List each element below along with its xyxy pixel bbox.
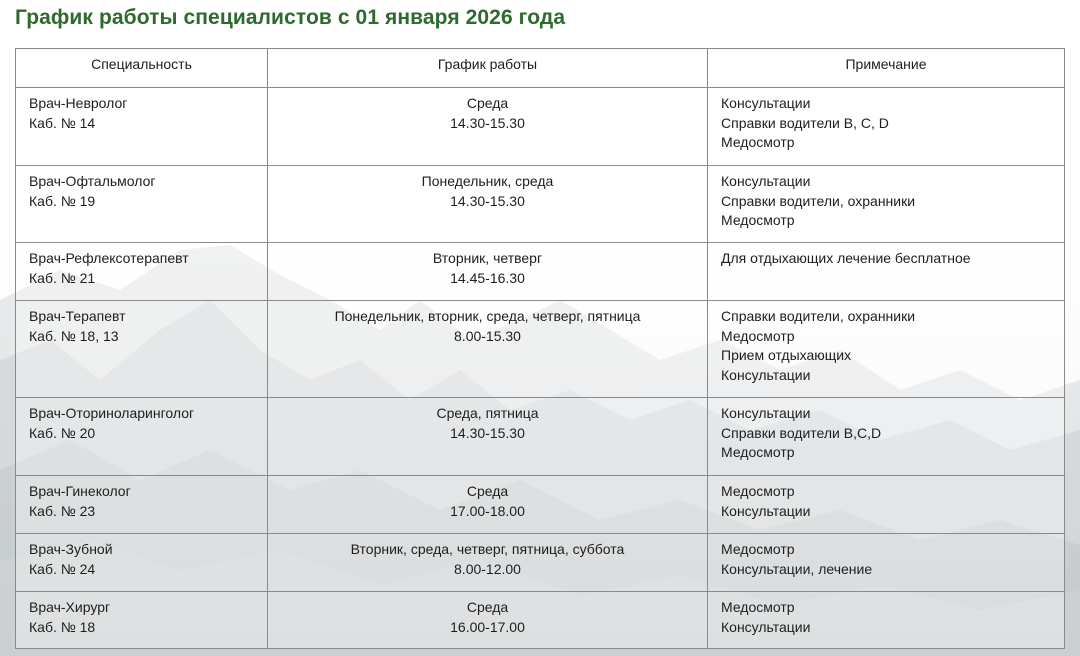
cabinet-number: Каб. № 19	[29, 192, 96, 209]
specialist-name: Врач-Терапевт	[29, 308, 126, 324]
note-item: Консультации	[721, 366, 811, 383]
note-item: Консультации	[721, 173, 811, 189]
cabinet-number: Каб. № 24	[29, 560, 96, 577]
work-days: Среда	[466, 95, 509, 111]
work-hours: 14.30-15.30	[450, 192, 525, 209]
note-item: Прием отдыхающих	[721, 347, 852, 363]
header-specialty: Специальность	[16, 49, 268, 88]
work-hours: 16.00-17.00	[450, 618, 525, 635]
schedule-cell	[268, 243, 708, 301]
work-hours: 14.30-15.30	[450, 424, 525, 441]
specialist-name: Врач-Зубной	[29, 541, 113, 557]
specialist-cell	[16, 301, 268, 398]
note-item: Консультации	[721, 405, 811, 421]
note-item: Медосмотр	[721, 327, 795, 344]
note-item: Консультации	[721, 618, 811, 635]
cabinet-number: Каб. № 20	[29, 424, 96, 441]
note-item: Медосмотр	[721, 599, 795, 615]
specialist-name: Врач-Невролог	[29, 95, 128, 111]
specialist-name: Врач-Рефлексотерапевт	[29, 250, 189, 266]
notes-cell	[708, 301, 1065, 398]
schedule-cell	[268, 166, 708, 243]
specialist-cell	[16, 534, 268, 592]
table-row	[16, 476, 1065, 534]
work-days: Среда	[466, 483, 509, 499]
specialist-name: Врач-Офтальмолог	[29, 173, 156, 189]
specialist-cell	[16, 243, 268, 301]
cabinet-number: Каб. № 14	[29, 114, 96, 131]
schedule-table	[15, 48, 1065, 649]
page-title: График работы специалистов с 01 января 2026 года	[15, 6, 566, 29]
table-header-row	[16, 49, 1065, 88]
note-item: Справки водители B,C,D	[721, 424, 882, 441]
table-row	[16, 88, 1065, 166]
schedule-cell	[268, 88, 708, 166]
note-item: Медосмотр	[721, 212, 795, 228]
specialist-name: Врач-Гинеколог	[29, 483, 131, 499]
notes-cell	[708, 88, 1065, 166]
notes-cell	[708, 398, 1065, 476]
work-hours: 8.00-12.00	[454, 560, 521, 577]
cabinet-number: Каб. № 18	[29, 618, 96, 635]
note-item: Консультации	[721, 502, 811, 519]
note-item: Консультации	[721, 95, 811, 111]
table-row	[16, 243, 1065, 301]
work-days: Понедельник, вторник, среда, четверг, пятница	[334, 308, 641, 324]
table-row	[16, 166, 1065, 243]
specialist-name: Врач-Оториноларинголог	[29, 405, 195, 421]
table-row	[16, 534, 1065, 592]
header-notes: Примечание	[708, 49, 1065, 88]
table-row	[16, 301, 1065, 398]
work-hours: 8.00-15.30	[454, 327, 521, 344]
note-item: Медосмотр	[721, 134, 795, 150]
notes-cell	[708, 166, 1065, 243]
table-row	[16, 398, 1065, 476]
notes-cell	[708, 534, 1065, 592]
note-item: Справки водители B, C, D	[721, 114, 889, 131]
header-schedule: График работы	[268, 49, 708, 88]
specialist-cell	[16, 476, 268, 534]
note-item: Справки водители, охранники	[721, 308, 916, 324]
work-hours: 14.30-15.30	[450, 114, 525, 131]
schedule-cell	[268, 301, 708, 398]
note-item: Медосмотр	[721, 541, 795, 557]
specialist-cell	[16, 398, 268, 476]
cabinet-number: Каб. № 21	[29, 269, 96, 286]
schedule-cell	[268, 534, 708, 592]
note-item: Для отдыхающих лечение бесплатное	[721, 250, 971, 266]
work-days: Понедельник, среда	[421, 173, 554, 189]
schedule-cell	[268, 592, 708, 649]
specialist-cell	[16, 88, 268, 166]
work-days: Вторник, четверг	[432, 250, 543, 266]
cabinet-number: Каб. № 18, 13	[29, 327, 119, 344]
work-hours: 14.45-16.30	[450, 269, 525, 286]
specialist-cell	[16, 592, 268, 649]
specialist-cell	[16, 166, 268, 243]
work-hours: 17.00-18.00	[450, 502, 525, 519]
notes-cell	[708, 592, 1065, 649]
schedule-cell	[268, 398, 708, 476]
note-item: Медосмотр	[721, 444, 795, 460]
notes-cell	[708, 476, 1065, 534]
schedule-cell	[268, 476, 708, 534]
table-row	[16, 592, 1065, 649]
work-days: Вторник, среда, четверг, пятница, суббота	[350, 541, 625, 557]
note-item: Консультации, лечение	[721, 560, 873, 577]
work-days: Среда, пятница	[436, 405, 539, 421]
note-item: Справки водители, охранники	[721, 192, 916, 209]
cabinet-number: Каб. № 23	[29, 502, 96, 519]
note-item: Медосмотр	[721, 483, 795, 499]
notes-cell	[708, 243, 1065, 301]
work-days: Среда	[466, 599, 509, 615]
specialist-name: Врач-Хирург	[29, 599, 111, 615]
